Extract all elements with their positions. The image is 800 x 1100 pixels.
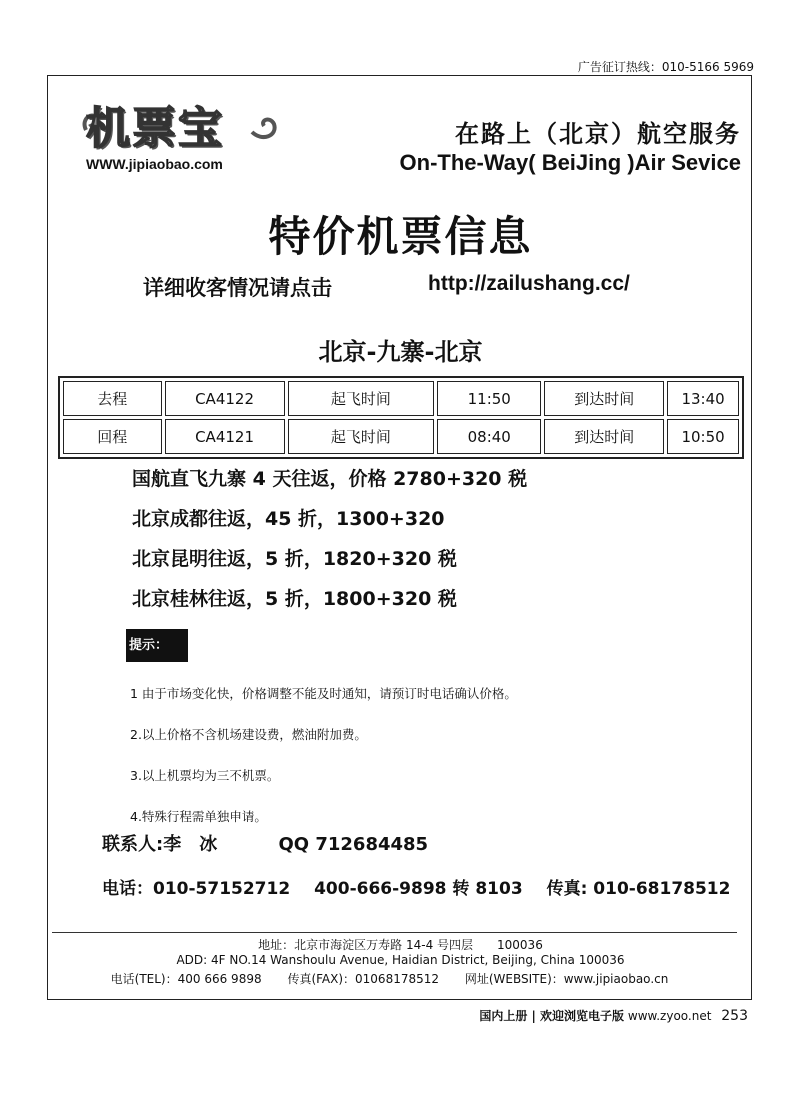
page-footer-section: 国内上册 | 欢迎浏览电子版 (479, 1009, 625, 1023)
footer-fax: 传真(FAX)：01068178512 (287, 972, 440, 986)
contact-qq: QQ 712684485 (278, 834, 429, 855)
depart-label-cell: 起飞时间 (288, 381, 435, 416)
logo-text: 机票宝 (86, 103, 224, 154)
note-item: 2.以上价格不含机场建设费，燃油附加费。 (130, 727, 367, 742)
footer-contacts (48, 970, 753, 987)
note-item: 1 由于市场变化快，价格调整不能及时通知，请预订时电话确认价格。 (130, 686, 517, 701)
logo-url: WWW.jipiaobao.com (86, 156, 223, 172)
arrive-label-cell: 到达时间 (544, 419, 664, 454)
notes-list (130, 684, 517, 848)
page-title: 特价机票信息 (268, 212, 533, 261)
page-footer-site[interactable]: www.zyoo.net (627, 1009, 712, 1023)
price-item: 国航直飞九寨 4 天往返，价格 2780+320 税 (132, 468, 528, 490)
price-item: 北京成都往返，45 折，1300+320 (132, 508, 445, 530)
company-name-cn: 在路上（北京）航空服务 (455, 120, 741, 148)
contact-line (102, 830, 428, 856)
footer-tel: 电话(TEL)：400 666 9898 (110, 972, 262, 986)
direction-cell: 去程 (63, 381, 162, 416)
depart-time-cell: 08:40 (437, 419, 541, 454)
logo-swirl-right-icon (248, 90, 288, 150)
direction-cell: 回程 (63, 419, 162, 454)
arrive-time-cell: 10:50 (667, 419, 739, 454)
page-number: 253 (721, 1008, 748, 1024)
note-item: 4.特殊行程需单独申请。 (130, 809, 267, 824)
tips-label: 提示： (126, 629, 188, 662)
table-row (63, 419, 739, 454)
company-name-en: On-The-Way( BeiJing )Air Sevice (399, 150, 741, 175)
flight-table (58, 376, 744, 459)
flight-number-cell: CA4121 (165, 419, 285, 454)
footer-address-en: ADD: 4F NO.14 Wanshoulu Avenue, Haidian District, Beijing, China 100036 (176, 953, 625, 967)
page-footer (479, 1007, 748, 1024)
flight-number-cell: CA4122 (165, 381, 285, 416)
route-title: 北京-九寨-北京 (318, 338, 483, 366)
table-row (63, 381, 739, 416)
detail-url[interactable]: http://zailushang.cc/ (428, 272, 630, 295)
arrive-label-cell: 到达时间 (544, 381, 664, 416)
price-list (132, 464, 527, 624)
phone-tel: 电话：010-57152712 (102, 879, 291, 899)
phone-line (102, 874, 748, 899)
price-item: 北京桂林往返，5 折，1800+320 税 (132, 588, 457, 610)
footer-divider (52, 932, 737, 933)
depart-label-cell: 起飞时间 (288, 419, 435, 454)
logo (80, 90, 280, 154)
footer-address-cn: 地址：北京市海淀区万寿路 14-4 号四层 100036 (258, 938, 543, 952)
footer-website[interactable]: 网址(WEBSITE)：www.jipiaobao.cn (464, 972, 669, 986)
detail-label: 详细收客情况请点击 (143, 276, 332, 300)
ad-frame (47, 75, 752, 1000)
arrive-time-cell: 13:40 (667, 381, 739, 416)
phone-fax: 传真: 010-68178512 (546, 879, 731, 899)
note-item: 3.以上机票均为三不机票。 (130, 768, 280, 783)
phone-hotline: 400-666-9898 转 8103 (314, 879, 523, 899)
price-item: 北京昆明往返，5 折，1820+320 税 (132, 548, 457, 570)
ad-hotline: 广告征订热线：010-5166 5969 (577, 60, 754, 74)
contact-person: 联系人:李 冰 (102, 834, 218, 855)
depart-time-cell: 11:50 (437, 381, 541, 416)
